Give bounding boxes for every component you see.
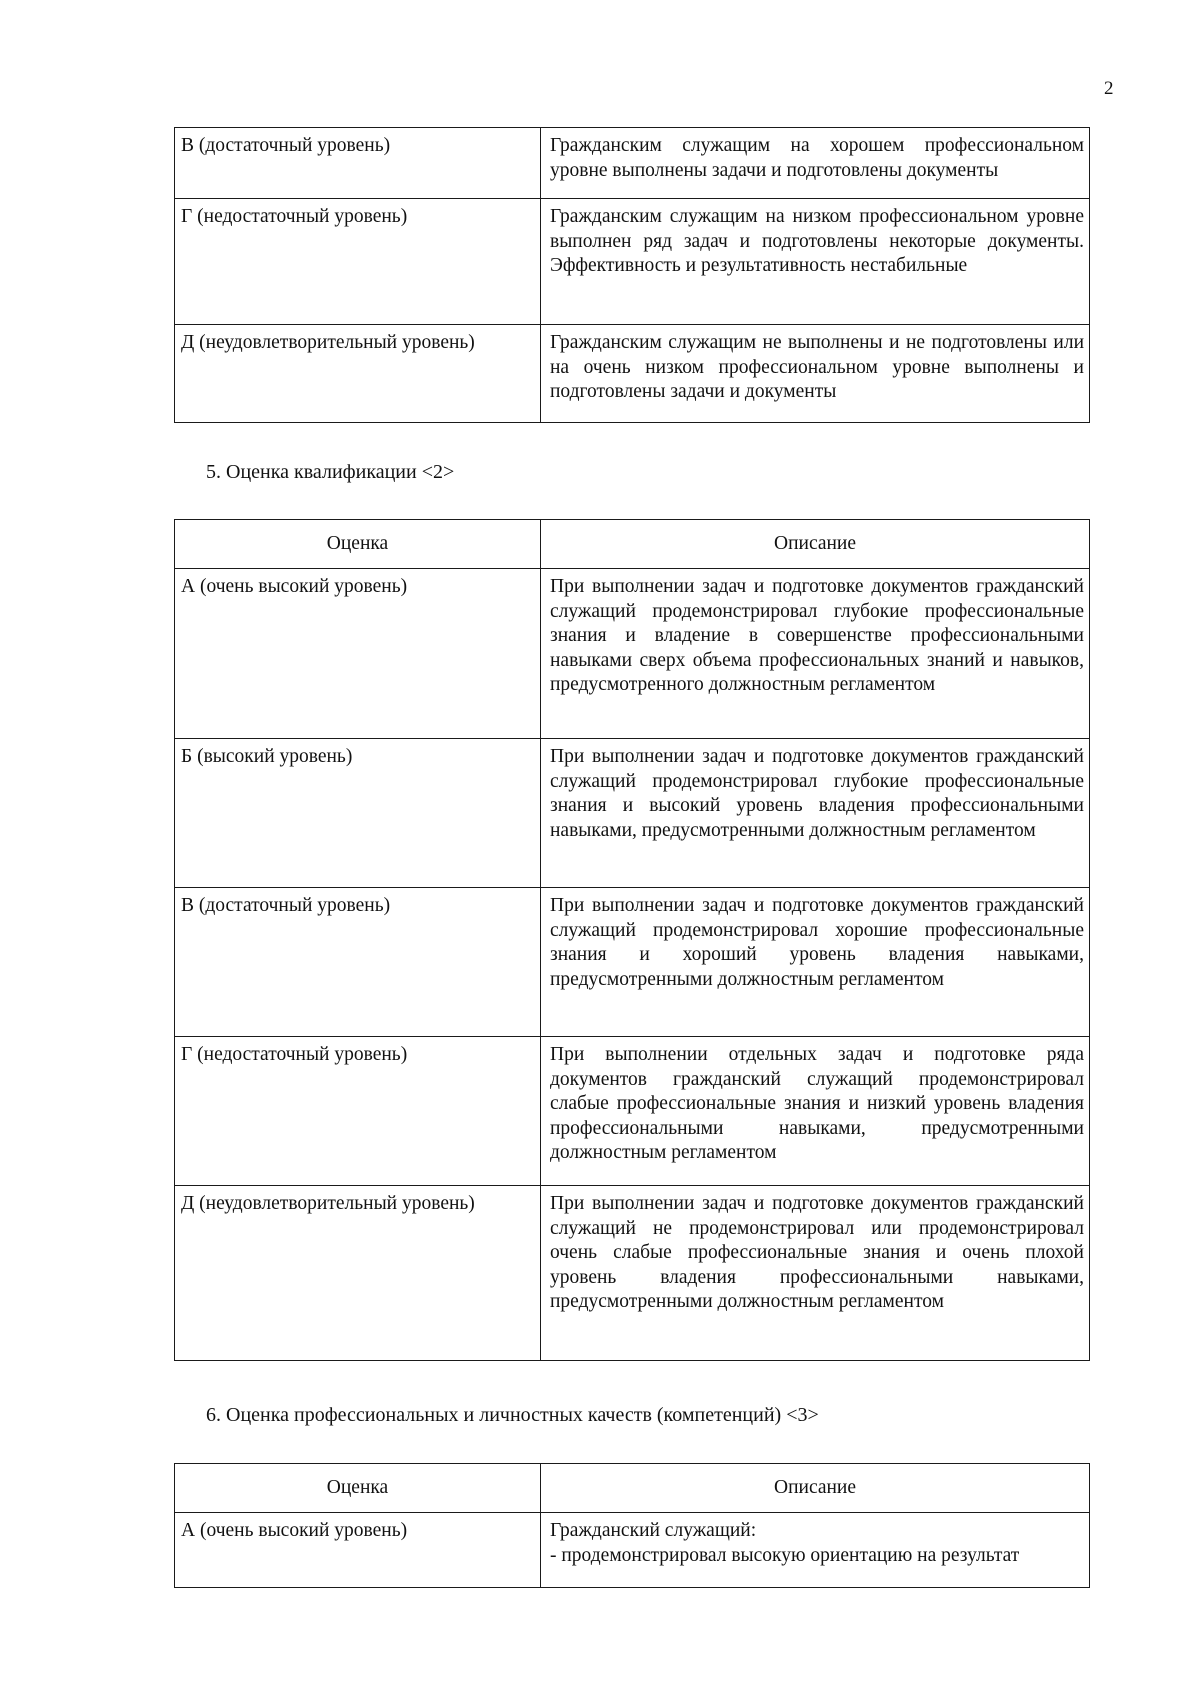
description-cell: При выполнении задач и подготовке документов гражданский служащий продемонстрировал глубокие профессиональные знания и высокий уровень владения профессиональными навыками, предусмотренными должностным регламентом [541,739,1090,888]
grade-cell: Г (недостаточный уровень) [175,199,541,325]
table-row [175,1186,1090,1361]
assessment-table-continued [174,127,1090,423]
competencies-assessment-table [174,1463,1090,1588]
table-row [175,1513,1090,1588]
qualification-assessment-table [174,519,1090,1361]
grade-cell: В (достаточный уровень) [175,888,541,1037]
section-5-heading: 5. Оценка квалификации <2> [206,461,455,483]
description-cell: При выполнении задач и подготовке документов гражданский служащий продемонстрировал хорошие профессиональные знания и хороший уровень владения навыками, предусмотренными должностным регламентом [541,888,1090,1037]
grade-cell: А (очень высокий уровень) [175,569,541,739]
grade-cell: Б (высокий уровень) [175,739,541,888]
column-header-grade: Оценка [175,520,541,569]
grade-cell: Д (неудовлетворительный уровень) [175,325,541,423]
grade-cell: А (очень высокий уровень) [175,1513,541,1588]
grade-cell: Д (неудовлетворительный уровень) [175,1186,541,1361]
description-cell: При выполнении задач и подготовке документов гражданский служащий не продемонстрировал или продемонстрировал очень слабые профессиональные знания и очень плохой уровень владения профессиональными навыками, предусмотренными должностным регламентом [541,1186,1090,1361]
grade-cell: В (достаточный уровень) [175,128,541,199]
section-6-heading: 6. Оценка профессиональных и личностных качеств (компетенций) <3> [206,1404,819,1426]
table-row [175,325,1090,423]
description-cell: Гражданским служащим не выполнены и не подготовлены или на очень низком профессиональном уровне выполнены и подготовлены задачи и документы [541,325,1090,423]
column-header-description: Описание [541,1464,1090,1513]
table-row [175,1037,1090,1186]
table-header-row [175,520,1090,569]
grade-cell: Г (недостаточный уровень) [175,1037,541,1186]
table-row [175,739,1090,888]
description-line: Гражданский служащий: [550,1520,757,1541]
table-row [175,888,1090,1037]
table-header-row [175,1464,1090,1513]
description-cell [541,1513,1090,1588]
description-cell: Гражданским служащим на хорошем профессиональном уровне выполнены задачи и подготовлены документы [541,128,1090,199]
description-cell: Гражданским служащим на низком профессиональном уровне выполнен ряд задач и подготовлены некоторые документы. Эффективность и результативность нестабильные [541,199,1090,325]
description-cell: При выполнении отдельных задач и подготовке ряда документов гражданский служащий продемонстрировал слабые профессиональные знания и низкий уровень владения профессиональными навыками, предусмотренными должностным регламентом [541,1037,1090,1186]
description-cell: При выполнении задач и подготовке документов гражданский служащий продемонстрировал глубокие профессиональные знания и владение в совершенстве профессиональными навыками сверх объема профессиональных знаний и навыков, предусмотренного должностным регламентом [541,569,1090,739]
column-header-grade: Оценка [175,1464,541,1513]
table-row [175,199,1090,325]
column-header-description: Описание [541,520,1090,569]
table-row [175,128,1090,199]
description-line: - продемонстрировал высокую ориентацию на результат [550,1544,1020,1566]
page-number: 2 [1104,78,1114,99]
table-row [175,569,1090,739]
